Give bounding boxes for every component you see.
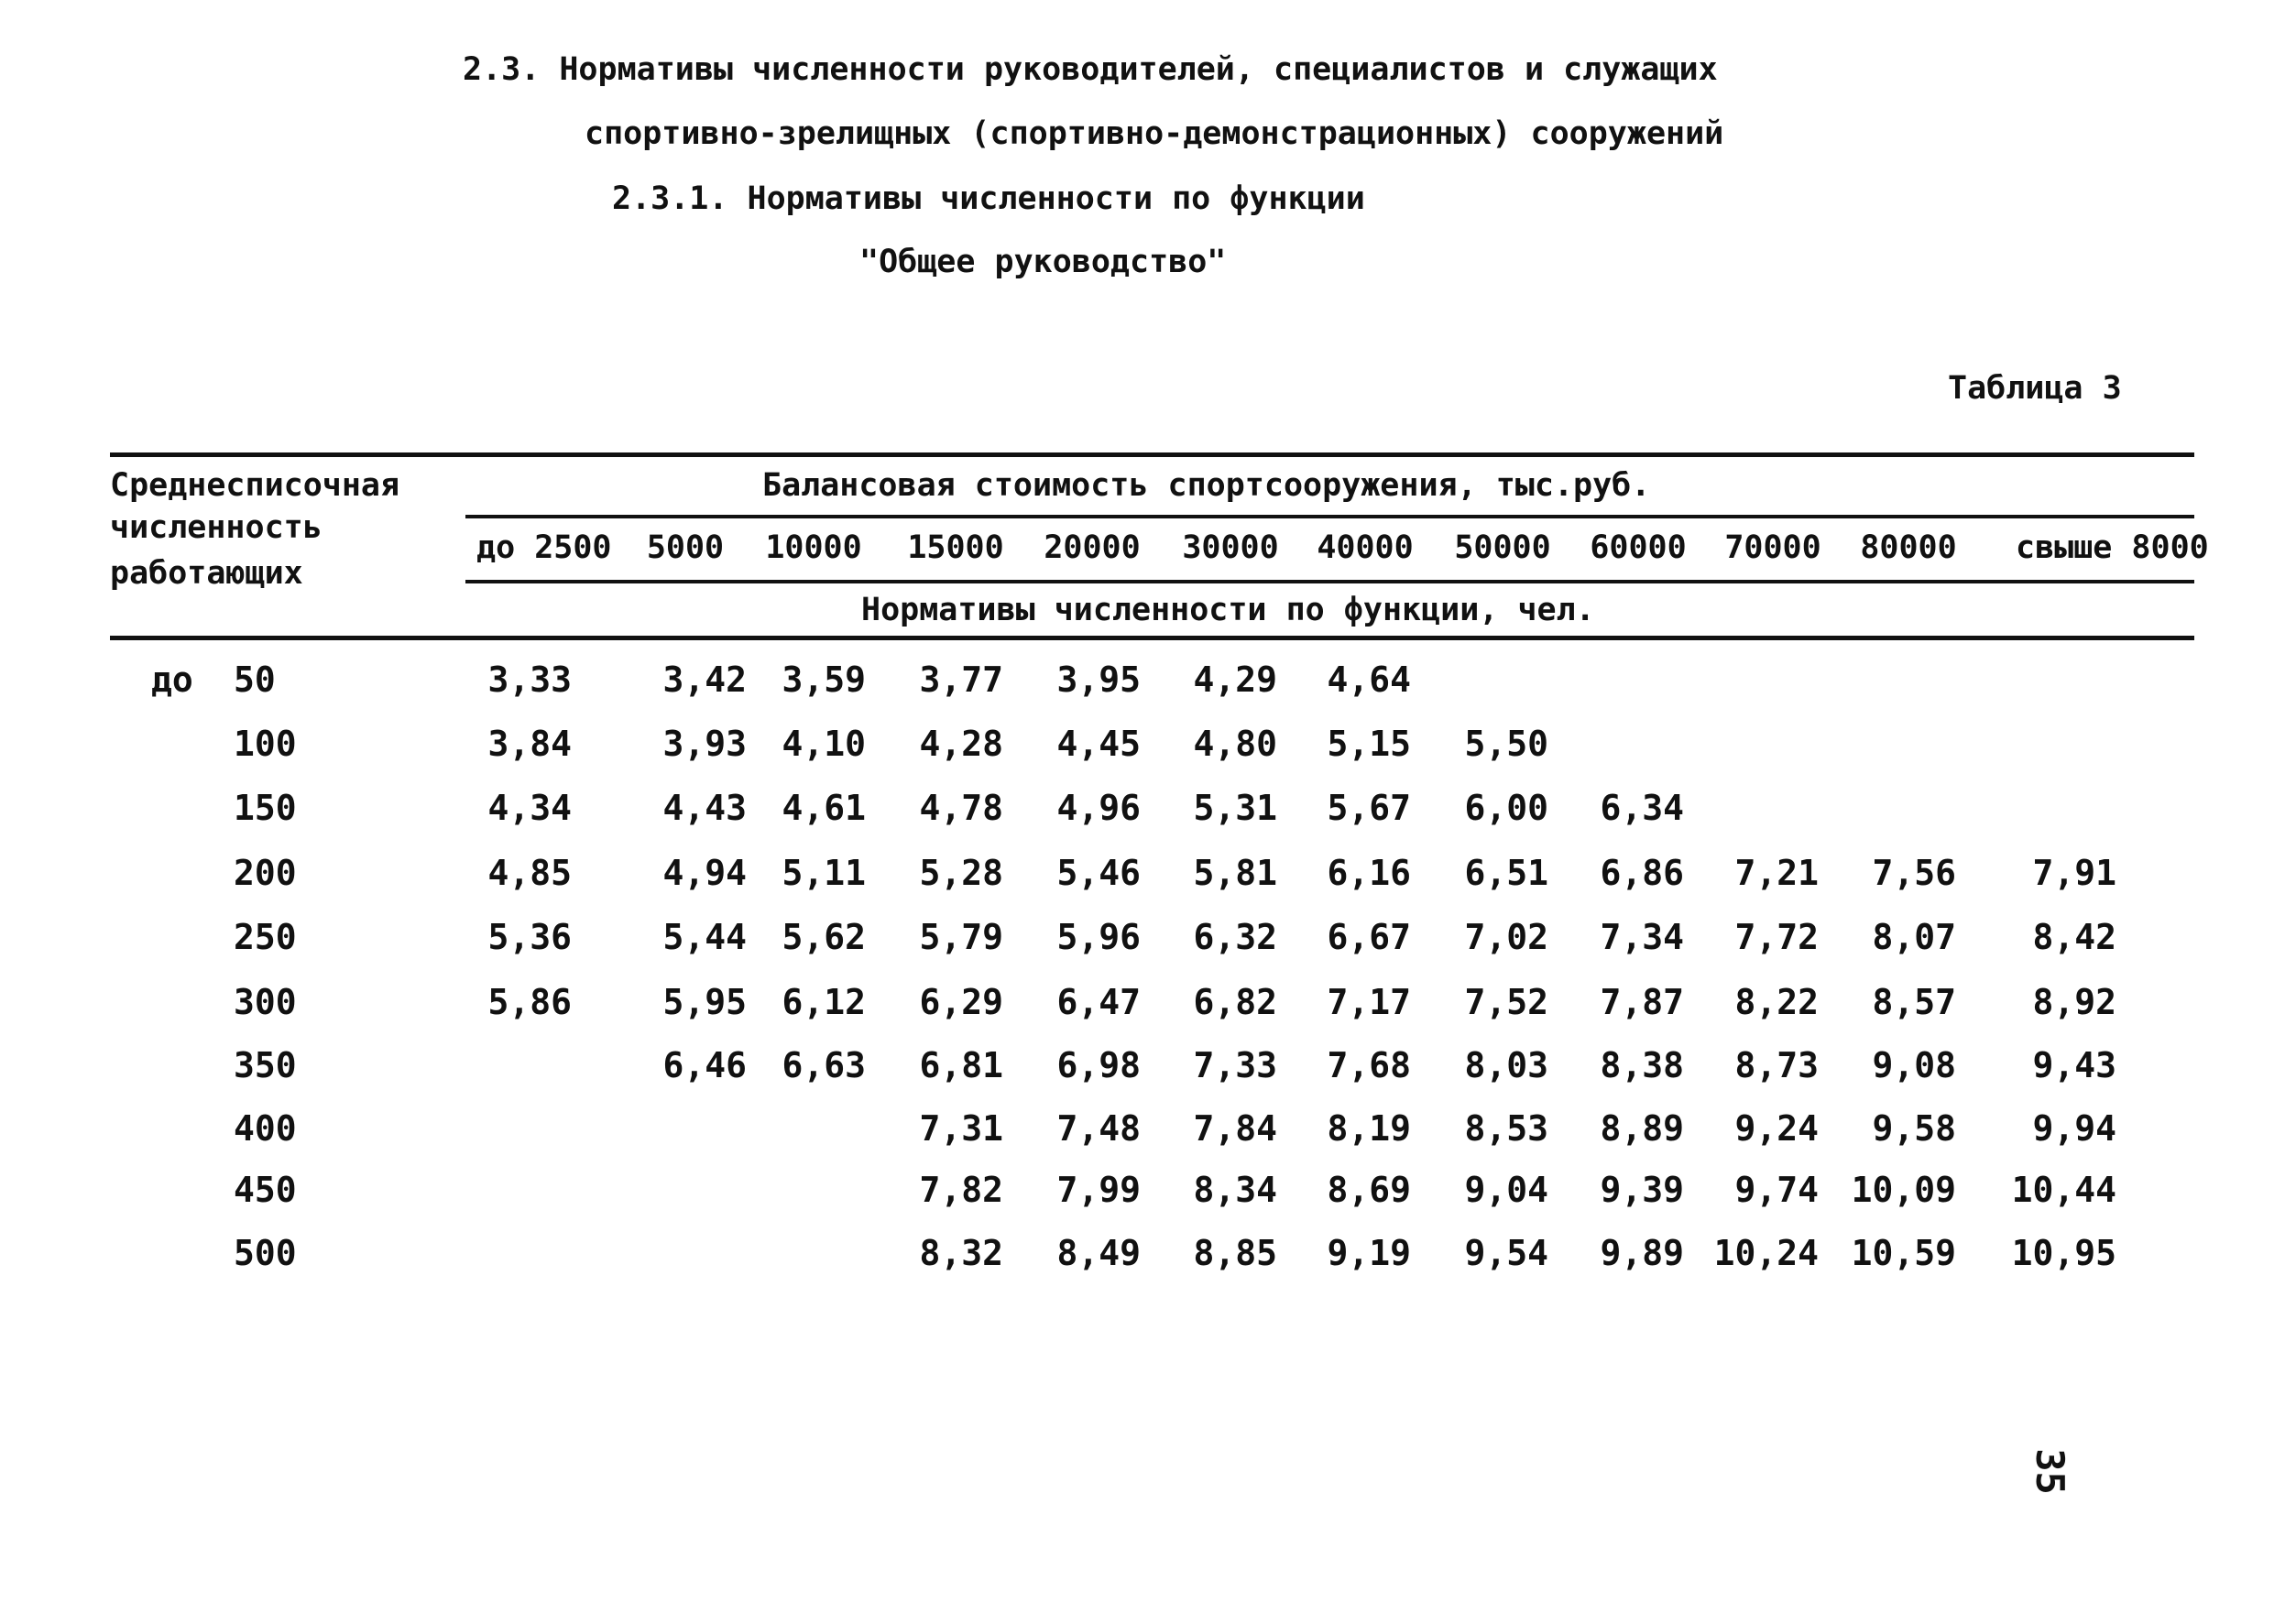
table-cell: 4,29 [1193, 659, 1277, 700]
row-label: 50 [234, 659, 276, 700]
table-cell: 7,87 [1600, 982, 1684, 1022]
table-cell: 7,52 [1464, 982, 1548, 1022]
table-cell: 4,80 [1193, 724, 1277, 764]
column-header: 70000 [1724, 529, 1821, 566]
table-cell: 3,93 [662, 724, 747, 764]
column-header: свыше 8000 [2016, 529, 2209, 566]
table-cell: 8,85 [1193, 1233, 1277, 1273]
table-cell: 4,94 [662, 853, 747, 893]
table-cell: 7,91 [2032, 853, 2116, 893]
section-title-continuation: спортивно-зрелищных (спортивно-демонстрационных) сооружений [585, 115, 1724, 152]
table-cell: 5,50 [1464, 724, 1548, 764]
table-cell: 6,46 [662, 1045, 747, 1085]
table-cell: 10,44 [2011, 1170, 2116, 1210]
table-cell: 4,61 [782, 788, 866, 828]
table-cell: 7,21 [1734, 853, 1819, 893]
table-cell: 4,10 [782, 724, 866, 764]
table-cell: 10,59 [1851, 1233, 1956, 1273]
table-cell: 9,04 [1464, 1170, 1548, 1210]
table-cell: 7,56 [1872, 853, 1956, 893]
table-cell: 9,54 [1464, 1233, 1548, 1273]
table-cell: 9,39 [1600, 1170, 1684, 1210]
table-cell: 4,28 [919, 724, 1003, 764]
table-cell: 6,34 [1600, 788, 1684, 828]
row-header-line-3: работающих [110, 555, 303, 592]
table-cell: 5,28 [919, 853, 1003, 893]
table-cell: 6,29 [919, 982, 1003, 1022]
row-label-prefix: до [151, 659, 193, 700]
table-cell: 9,94 [2032, 1108, 2116, 1149]
table-cell: 9,58 [1872, 1108, 1956, 1149]
table-cell: 10,24 [1713, 1233, 1819, 1273]
row-label: 500 [234, 1233, 297, 1273]
table-cell: 8,69 [1327, 1170, 1411, 1210]
table-cell: 5,79 [919, 917, 1003, 957]
table-cell: 6,12 [782, 982, 866, 1022]
function-name: "Общее руководство" [859, 244, 1227, 280]
column-header: 40000 [1317, 529, 1414, 566]
table-cell: 7,68 [1327, 1045, 1411, 1085]
table-cell: 4,34 [487, 788, 572, 828]
table-cell: 6,67 [1327, 917, 1411, 957]
row-label: 450 [234, 1170, 297, 1210]
table-cell: 5,62 [782, 917, 866, 957]
column-header: 80000 [1860, 529, 1957, 566]
table-top-rule [110, 452, 2194, 457]
table-cell: 7,82 [919, 1170, 1003, 1210]
table-cell: 8,07 [1872, 917, 1956, 957]
table-cell: 7,99 [1056, 1170, 1141, 1210]
table-cell: 3,33 [487, 659, 572, 700]
table-cell: 7,84 [1193, 1108, 1277, 1149]
table-cell: 5,95 [662, 982, 747, 1022]
table-cell: 6,98 [1056, 1045, 1141, 1085]
table-cell: 4,78 [919, 788, 1003, 828]
group-header: Балансовая стоимость спортсооружения, тыс.руб. [762, 467, 1651, 504]
column-header: 20000 [1044, 529, 1141, 566]
table-cell: 7,17 [1327, 982, 1411, 1022]
table-cell: 7,33 [1193, 1045, 1277, 1085]
table-cell: 6,00 [1464, 788, 1548, 828]
table-cell: 5,11 [782, 853, 866, 893]
sub-header: Нормативы численности по функции, чел. [861, 592, 1595, 628]
table-cell: 6,47 [1056, 982, 1141, 1022]
table-cell: 6,16 [1327, 853, 1411, 893]
table-cell: 8,38 [1600, 1045, 1684, 1085]
section-title: 2.3. Нормативы численности руководителей, специалистов и служащих [463, 51, 1718, 88]
table-cell: 5,67 [1327, 788, 1411, 828]
table-label: Таблица 3 [1948, 370, 2122, 407]
table-cell: 7,48 [1056, 1108, 1141, 1149]
table-cell: 10,09 [1851, 1170, 1956, 1210]
column-header: до 2500 [476, 529, 612, 566]
table-cell: 6,63 [782, 1045, 866, 1085]
table-cell: 8,32 [919, 1233, 1003, 1273]
table-cell: 9,24 [1734, 1108, 1819, 1149]
row-label: 250 [234, 917, 297, 957]
row-label: 100 [234, 724, 297, 764]
table-cell: 6,32 [1193, 917, 1277, 957]
table-cell: 3,77 [919, 659, 1003, 700]
table-cell: 6,82 [1193, 982, 1277, 1022]
table-cell: 9,89 [1600, 1233, 1684, 1273]
row-header-line-2: численность [110, 509, 323, 546]
table-cell: 7,31 [919, 1108, 1003, 1149]
table-cell: 9,08 [1872, 1045, 1956, 1085]
header-bottom-rule [110, 636, 2194, 640]
column-header-rule [465, 580, 2194, 583]
table-cell: 4,96 [1056, 788, 1141, 828]
table-cell: 7,72 [1734, 917, 1819, 957]
table-cell: 7,34 [1600, 917, 1684, 957]
column-header: 15000 [907, 529, 1004, 566]
table-cell: 5,15 [1327, 724, 1411, 764]
table-cell: 5,96 [1056, 917, 1141, 957]
table-cell: 4,43 [662, 788, 747, 828]
table-cell: 9,74 [1734, 1170, 1819, 1210]
table-cell: 6,81 [919, 1045, 1003, 1085]
table-cell: 8,49 [1056, 1233, 1141, 1273]
column-header: 10000 [765, 529, 862, 566]
table-cell: 5,44 [662, 917, 747, 957]
table-cell: 3,42 [662, 659, 747, 700]
page-number: 35 [2027, 1448, 2072, 1495]
table-cell: 6,86 [1600, 853, 1684, 893]
table-cell: 4,45 [1056, 724, 1141, 764]
row-label: 300 [234, 982, 297, 1022]
table-cell: 5,86 [487, 982, 572, 1022]
table-cell: 5,36 [487, 917, 572, 957]
table-cell: 7,02 [1464, 917, 1548, 957]
table-cell: 4,85 [487, 853, 572, 893]
table-cell: 8,57 [1872, 982, 1956, 1022]
table-cell: 5,46 [1056, 853, 1141, 893]
row-label: 150 [234, 788, 297, 828]
column-header: 30000 [1182, 529, 1279, 566]
table-cell: 3,95 [1056, 659, 1141, 700]
column-header: 60000 [1590, 529, 1687, 566]
table-cell: 8,34 [1193, 1170, 1277, 1210]
table-cell: 8,73 [1734, 1045, 1819, 1085]
row-label: 200 [234, 853, 297, 893]
table-cell: 9,43 [2032, 1045, 2116, 1085]
table-cell: 8,89 [1600, 1108, 1684, 1149]
table-cell: 5,31 [1193, 788, 1277, 828]
row-label: 400 [234, 1108, 297, 1149]
row-label: 350 [234, 1045, 297, 1085]
row-header-line-1: Среднесписочная [110, 467, 400, 504]
table-cell: 10,95 [2011, 1233, 2116, 1273]
table-cell: 6,51 [1464, 853, 1548, 893]
table-cell: 8,19 [1327, 1108, 1411, 1149]
subsection-title: 2.3.1. Нормативы численности по функции [612, 180, 1365, 217]
table-cell: 3,84 [487, 724, 572, 764]
table-cell: 3,59 [782, 659, 866, 700]
table-cell: 8,03 [1464, 1045, 1548, 1085]
column-header: 5000 [646, 529, 725, 566]
table-cell: 5,81 [1193, 853, 1277, 893]
table-cell: 8,22 [1734, 982, 1819, 1022]
table-cell: 8,53 [1464, 1108, 1548, 1149]
group-header-rule [465, 515, 2194, 518]
table-cell: 4,64 [1327, 659, 1411, 700]
table-cell: 8,42 [2032, 917, 2116, 957]
table-cell: 8,92 [2032, 982, 2116, 1022]
table-cell: 9,19 [1327, 1233, 1411, 1273]
column-header: 50000 [1454, 529, 1551, 566]
